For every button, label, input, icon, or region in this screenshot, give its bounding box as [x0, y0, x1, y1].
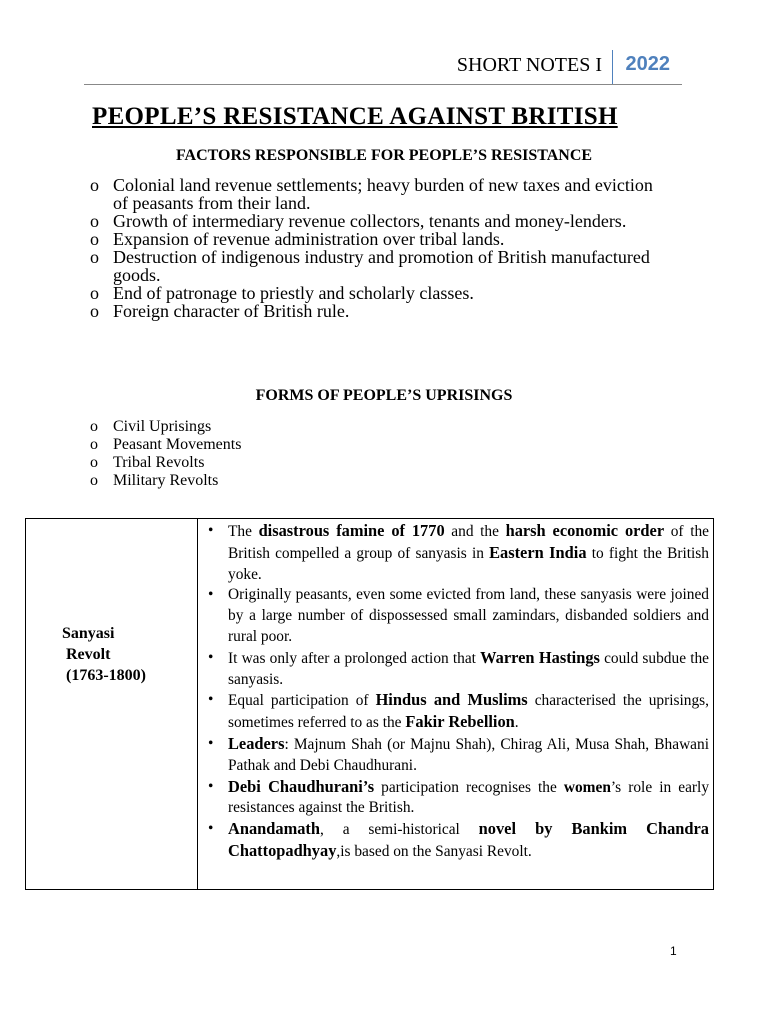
circle-bullet-icon: o: [90, 211, 99, 231]
bullet-dot-icon: •: [208, 586, 214, 604]
revolt-period: (1763-1800): [62, 667, 146, 684]
list-item: o Destruction of indigenous industry and promotion of British manufactured goods.: [90, 247, 650, 285]
list-item: • Debi Chaudhurani’s participation recognises the women’s role in early resistances against the British.: [208, 776, 710, 817]
page-header: [84, 50, 682, 83]
bullet-dot-icon: •: [208, 820, 214, 838]
header-year: 2022: [625, 53, 670, 75]
revolt-details-cell: [206, 521, 709, 863]
header-divider: [612, 50, 613, 84]
list-item: • Leaders: Majnum Shah (or Majnu Shah), Chirag Ali, Musa Shah, Bhawani Pathak and Debi Chaudhurani.: [208, 733, 709, 774]
circle-bullet-icon: o: [90, 301, 99, 321]
revolt-points-list: [206, 521, 709, 863]
forms-heading: FORMS OF PEOPLE’S UPRISINGS: [255, 387, 513, 404]
list-item: o End of patronage to priestly and scholarly classes.: [90, 283, 474, 303]
list-item: o Military Revolts: [90, 472, 219, 489]
circle-bullet-icon: o: [90, 418, 98, 435]
list-item: o Foreign character of British rule.: [90, 301, 350, 321]
list-item: • Originally peasants, even some evicted from land, these sanyasis were joined by a large number of dispossessed small zamindars, disbanded soldiers and rural poor.: [208, 586, 709, 645]
header-rule: [84, 84, 682, 85]
list-item: • It was only after a prolonged action that Warren Hastings could subdue the sanyasis.: [208, 647, 709, 688]
list-item: o Growth of intermediary revenue collectors, tenants and money-lenders.: [90, 211, 627, 231]
list-item: o Peasant Movements: [90, 436, 242, 453]
revolt-name-cell: [26, 623, 197, 686]
revolt-name-line: Sanyasi: [62, 625, 115, 642]
forms-list: [90, 418, 241, 490]
circle-bullet-icon: o: [90, 175, 99, 195]
list-item: • The disastrous famine of 1770 and the harsh economic order of the British compelled a group of sanyasis in Eastern India to fight the British yoke.: [208, 521, 709, 583]
bullet-dot-icon: •: [208, 691, 214, 709]
revolt-table: [25, 518, 714, 890]
list-item: • Anandamath, a semi-historical novel by Bankim Chandra Chattopadhyay,is based on the Sanyasi Revolt.: [208, 819, 710, 860]
list-item: • Equal participation of Hindus and Muslims characterised the uprisings, sometimes referred to as the Fakir Rebellion.: [208, 690, 709, 732]
circle-bullet-icon: o: [90, 229, 99, 249]
header-label: SHORT NOTES I: [456, 54, 602, 76]
list-item: o Expansion of revenue administration over tribal lands.: [90, 229, 505, 249]
circle-bullet-icon: o: [90, 247, 99, 267]
bullet-dot-icon: •: [208, 777, 214, 795]
bullet-dot-icon: •: [208, 648, 214, 666]
circle-bullet-icon: o: [90, 472, 98, 489]
circle-bullet-icon: o: [90, 283, 99, 303]
page-title: PEOPLE’S RESISTANCE AGAINST BRITISH: [92, 103, 618, 130]
bullet-dot-icon: •: [208, 522, 214, 539]
list-item: o Tribal Revolts: [90, 454, 205, 471]
page-number: 1: [670, 944, 677, 958]
factors-heading: FACTORS RESPONSIBLE FOR PEOPLE’S RESISTANCE: [175, 147, 593, 164]
factors-list: [90, 176, 670, 320]
circle-bullet-icon: o: [90, 454, 98, 471]
circle-bullet-icon: o: [90, 436, 98, 453]
table-column-divider: [197, 519, 198, 889]
bullet-dot-icon: •: [208, 734, 214, 752]
list-item: o Civil Uprisings: [90, 418, 212, 435]
revolt-name-line: Revolt: [62, 646, 111, 663]
list-item: o Colonial land revenue settlements; heavy burden of new taxes and eviction of peasants from their land.: [90, 175, 653, 213]
